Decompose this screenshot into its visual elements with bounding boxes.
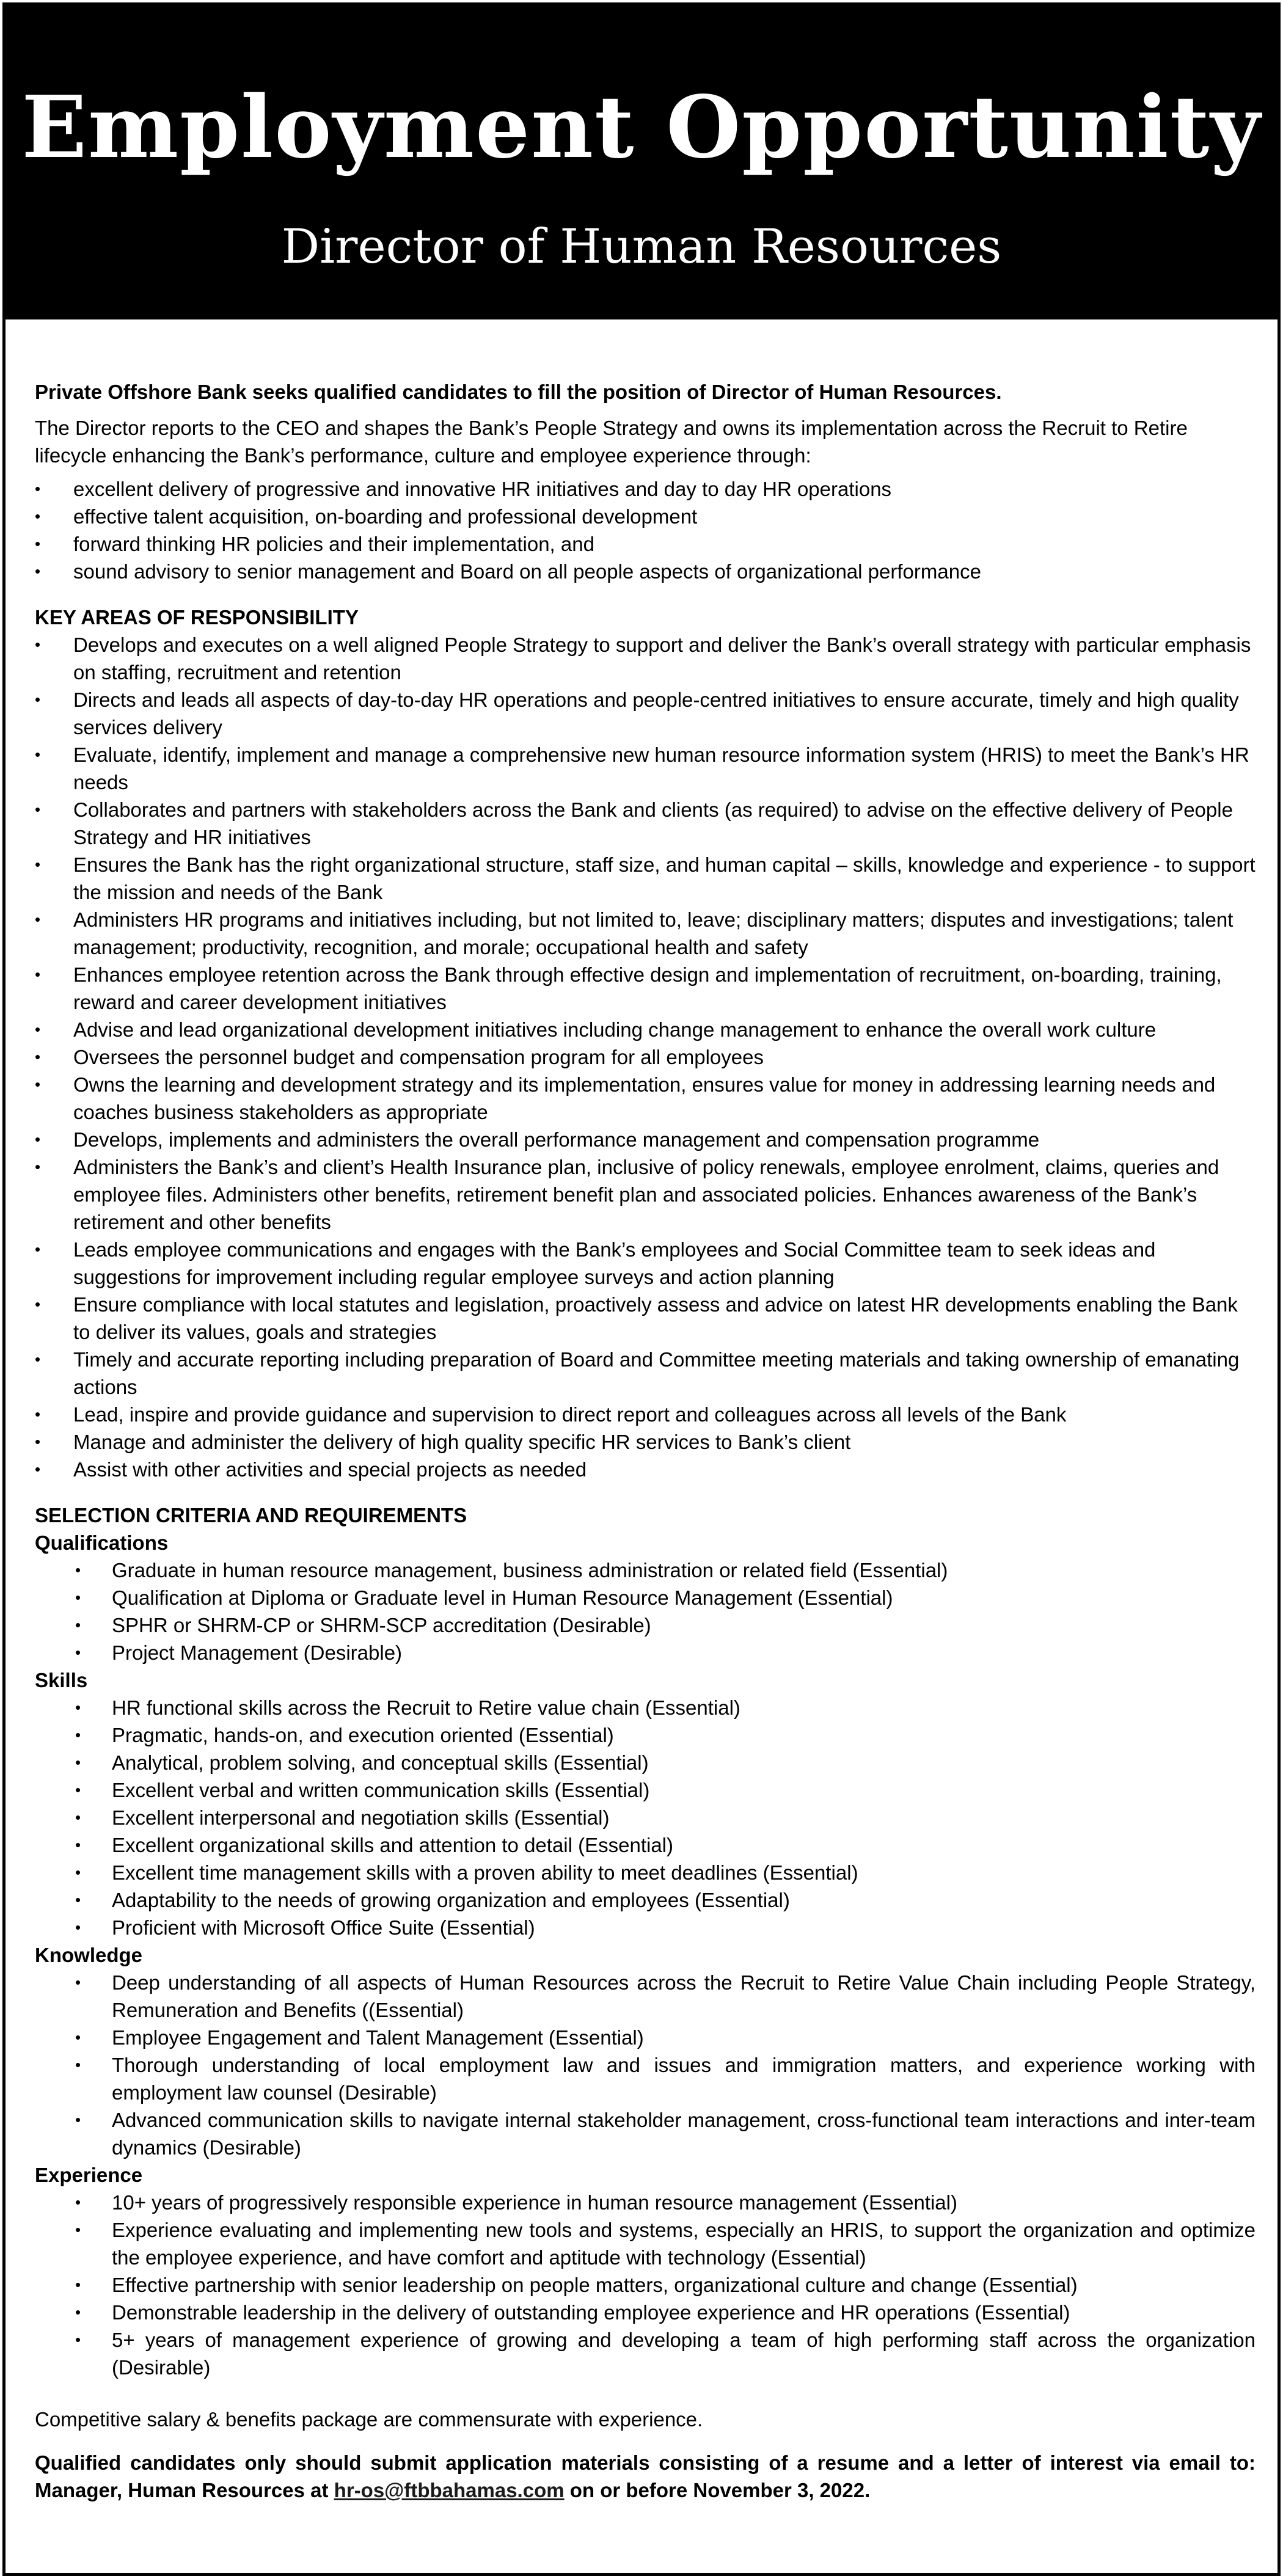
bullet-icon: • [75,1561,81,1579]
list-item-text: Advise and lead organizational development initiatives including change management to enhance the overall work culture [73,1018,1157,1041]
header-banner [5,5,1278,319]
list-item-text: Lead, inspire and provide guidance and supervision to direct report and colleagues across all levels of the Bank [73,1403,1067,1426]
skills-heading: Skills [35,1669,88,1691]
list-item [35,1236,1256,1291]
list-item-text: forward thinking HR policies and their implementation, and [73,533,594,555]
list-item [35,1556,1256,1584]
list-item [35,1859,1256,1886]
bullet-icon: • [75,1891,81,1909]
list-item [35,1749,1256,1776]
bullet-icon: • [35,1350,41,1368]
list-item [35,1016,1256,1043]
list-item [35,2299,1256,2326]
application-instructions [35,2449,1256,2504]
list-item [35,475,1256,503]
list-item [35,1456,1256,1483]
bullet-icon: • [75,1973,81,1991]
list-item-text: Develops, implements and administers the overall performance management and compensation programme [73,1128,1040,1151]
list-item [35,2271,1256,2299]
list-item-text: Excellent organizational skills and attention to detail (Essential) [112,1834,674,1856]
list-item-text: Adaptability to the needs of growing organization and employees (Essential) [112,1889,790,1911]
bullet-icon: • [75,1753,81,1771]
knowledge-heading: Knowledge [35,1944,143,1966]
list-item-text: Leads employee communications and engages with the Bank’s employees and Social Committee team to seek ideas and suggestions for improvement including regular employee surveys and action planning [73,1238,1156,1288]
list-item-text: Manage and administer the delivery of high quality specific HR services to Bank’s client [73,1431,851,1453]
responsibilities-list [35,631,1256,1483]
list-item [35,1611,1256,1639]
list-item-text: Ensure compliance with local statutes and legislation, proactively assess and advice on latest HR developments enabling the Bank to deliver its values, goals and strategies [73,1293,1238,1343]
list-item-text: Analytical, problem solving, and conceptual skills (Essential) [112,1751,649,1774]
list-item [35,961,1256,1016]
list-item-text: Administers HR programs and initiatives including, but not limited to, leave; disciplinary matters; disputes and investigations; talent management; productivity, recognition, and morale; occupational health and safety [73,908,1234,958]
list-item [35,1721,1256,1749]
list-item-text: Effective partnership with senior leadership on people matters, organizational culture and change (Essential) [112,2274,1078,2296]
list-item [35,558,1256,585]
list-item-text: Proficient with Microsoft Office Suite (Essential) [112,1916,535,1939]
list-item-text: SPHR or SHRM-CP or SHRM-SCP accreditation (Desirable) [112,1614,651,1636]
bullet-icon: • [35,1130,41,1148]
bullet-icon: • [75,2303,81,2321]
document-body [35,378,1256,2504]
bullet-icon: • [35,1048,41,1066]
list-item [35,1639,1256,1666]
list-item [35,1886,1256,1914]
experience-heading: Experience [35,2164,143,2186]
skills-list [35,1694,1256,1941]
bullet-icon: • [35,562,41,580]
apply-prefix: Qualified candidates only should submit application materials consisting of a resume and a letter of interest via email to: Manager, Human Resources at [35,2451,1256,2501]
bullet-icon: • [35,1405,41,1423]
list-item [35,530,1256,558]
list-item [35,1914,1256,1941]
list-item-text: effective talent acquisition, on-boarding and professional development [73,505,698,528]
list-item-text: Graduate in human resource management, business administration or related field (Essential) [112,1559,948,1582]
responsibilities-heading: KEY AREAS OF RESPONSIBILITY [35,606,359,629]
list-item-text: excellent delivery of progressive and innovative HR initiatives and day to day HR operations [73,478,892,500]
bullet-icon: • [75,2330,81,2349]
list-item-text: Qualification at Diploma or Graduate level in Human Resource Management (Essential) [112,1586,893,1609]
bullet-icon: • [35,910,41,929]
list-item-text: Excellent time management skills with a proven ability to meet deadlines (Essential) [112,1861,858,1884]
list-item-text: Develops and executes on a well aligned People Strategy to support and deliver the Bank’s overall strategy with particular emphasis on staffing, recruitment and retention [73,633,1251,684]
bullet-icon: • [75,1698,81,1717]
bullet-icon: • [75,2275,81,2294]
list-item [35,1153,1256,1236]
intro-summary: The Director reports to the CEO and shapes the Bank’s People Strategy and owns its implementation across the Recruit to Retire lifecycle enhancing the Bank’s performance, culture and employee experience through: [35,417,1188,467]
compensation-note: Competitive salary & benefits package are commensurate with experience. [35,2408,703,2431]
bullet-icon: • [35,800,41,819]
list-item [35,1804,1256,1831]
bullet-icon: • [35,1158,41,1176]
bullet-icon: • [35,507,41,525]
bullet-icon: • [75,1808,81,1826]
list-item [35,1584,1256,1611]
list-item [35,1428,1256,1456]
list-item-text: Timely and accurate reporting including preparation of Board and Committee meeting materials and taking ownership of emanating actions [73,1348,1240,1398]
list-item-text: Thorough understanding of local employment law and issues and immigration matters, and experience working with employment law counsel (Desirable) [112,2054,1256,2104]
bullet-icon: • [75,2111,81,2129]
list-item [35,2326,1256,2381]
bullet-icon: • [75,1643,81,1662]
list-item-text: Evaluate, identify, implement and manage a comprehensive new human resource information system (HRIS) to meet the Bank’s HR needs [73,743,1249,794]
list-item-text: Enhances employee retention across the Bank through effective design and implementation of recruitment, on-boarding, training, reward and career development initiatives [73,963,1222,1013]
bullet-icon: • [35,480,41,498]
list-item [35,1043,1256,1071]
bullet-icon: • [35,1432,41,1451]
bullet-icon: • [35,1240,41,1258]
knowledge-list [35,1969,1256,2161]
intro-lead: Private Offshore Bank seeks qualified candidates to fill the position of Director of Human Resources. [35,381,1002,403]
list-item [35,1346,1256,1401]
list-item [35,1401,1256,1428]
list-item [35,2216,1256,2271]
list-item-text: Employee Engagement and Talent Management (Essential) [112,2026,644,2049]
list-item [35,1831,1256,1859]
list-item-text: Collaborates and partners with stakeholders across the Bank and clients (as required) to advise on the effective delivery of People Strategy and HR initiatives [73,798,1233,848]
list-item [35,1071,1256,1126]
list-item-text: Excellent interpersonal and negotiation skills (Essential) [112,1806,610,1829]
experience-list [35,2189,1256,2381]
list-item [35,686,1256,741]
bullet-icon: • [75,1781,81,1799]
bullet-icon: • [75,1726,81,1744]
list-item-text: 10+ years of progressively responsible experience in human resource management (Essential) [112,2191,957,2214]
list-item-text: Oversees the personnel budget and compensation program for all employees [73,1046,764,1068]
list-item-text: 5+ years of management experience of growing and developing a team of high performing staff across the organization (Desirable) [112,2329,1256,2379]
list-item [35,2051,1256,2106]
list-item [35,851,1256,906]
list-item-text: Excellent verbal and written communication skills (Essential) [112,1779,650,1801]
bullet-icon: • [35,1075,41,1093]
list-item-text: Ensures the Bank has the right organizational structure, staff size, and human capital – skills, knowledge and experience - to support the mission and needs of the Bank [73,853,1256,903]
page-title: Employment Opportunity [21,78,1262,178]
list-item [35,1969,1256,2024]
bullet-icon: • [75,2193,81,2211]
list-item [35,2189,1256,2216]
apply-suffix: on or before November 3, 2022. [564,2479,871,2501]
list-item-text: Directs and leads all aspects of day-to-day HR operations and people-centred initiatives to ensure accurate, timely and high quality services delivery [73,688,1239,739]
list-item-text: sound advisory to senior management and Board on all people aspects of organizational performance [73,560,981,583]
list-item-text: Demonstrable leadership in the delivery of outstanding employee experience and HR operations (Essential) [112,2301,1070,2324]
bullet-icon: • [35,1460,41,1478]
list-item-text: Administers the Bank’s and client’s Health Insurance plan, inclusive of policy renewals, employee enrolment, claims, queries and employee files. Administers other benefits, retirement benefit plan and associated policies. Enhances awareness of the Bank’s retirement and other benefits [73,1156,1219,1233]
bullet-icon: • [35,535,41,553]
qualifications-heading: Qualifications [35,1531,169,1554]
page-subtitle: Director of Human Resources [281,219,1002,274]
bullet-icon: • [75,1863,81,1881]
list-item [35,796,1256,851]
bullet-icon: • [75,1918,81,1936]
list-item [35,906,1256,961]
intro-bullet-list [35,475,1256,585]
list-item-text: Assist with other activities and special projects as needed [73,1458,587,1481]
list-item [35,1694,1256,1721]
list-item [35,741,1256,796]
list-item [35,1776,1256,1804]
list-item-text: Experience evaluating and implementing new tools and systems, especially an HRIS, to support the organization and optimize the employee experience, and have comfort and aptitude with technology (Essential) [112,2219,1256,2269]
list-item [35,1291,1256,1346]
bullet-icon: • [75,2056,81,2074]
list-item-text: Advanced communication skills to navigate internal stakeholder management, cross-functional team interactions and inter-team dynamics (Desirable) [112,2109,1256,2159]
bullet-icon: • [35,965,41,983]
list-item [35,1126,1256,1153]
bullet-icon: • [35,855,41,874]
bullet-icon: • [75,1616,81,1634]
bullet-icon: • [75,1588,81,1607]
bullet-icon: • [75,2028,81,2046]
list-item-text: Owns the learning and development strategy and its implementation, ensures value for money in addressing learning needs and coaches business stakeholders as appropriate [73,1073,1216,1123]
list-item [35,2024,1256,2051]
bullet-icon: • [35,745,41,764]
list-item [35,631,1256,686]
bullet-icon: • [75,2220,81,2239]
bullet-icon: • [35,635,41,654]
list-item [35,2106,1256,2161]
list-item-text: Project Management (Desirable) [112,1641,403,1664]
email-link[interactable]: hr-os@ftbbahamas.com [334,2479,565,2501]
list-item-text: HR functional skills across the Recruit to Retire value chain (Essential) [112,1696,740,1719]
bullet-icon: • [35,1295,41,1313]
list-item-text: Pragmatic, hands-on, and execution oriented (Essential) [112,1724,614,1746]
bullet-icon: • [35,690,41,709]
list-item [35,503,1256,530]
bullet-icon: • [35,1020,41,1038]
document-frame [2,2,1281,2576]
criteria-heading: SELECTION CRITERIA AND REQUIREMENTS [35,1504,467,1527]
qualifications-list [35,1556,1256,1666]
list-item-text: Deep understanding of all aspects of Human Resources across the Recruit to Retire Value Chain including People Strategy, Remuneration and Benefits ((Essential) [112,1971,1256,2021]
bullet-icon: • [75,1836,81,1854]
